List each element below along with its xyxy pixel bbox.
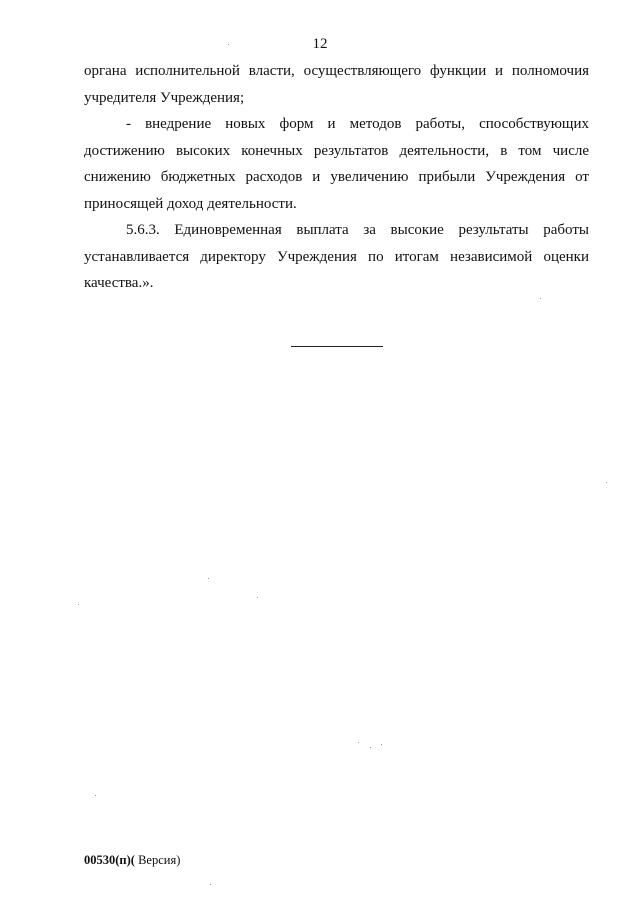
scan-speck <box>257 597 258 598</box>
scan-speck <box>606 482 607 483</box>
scan-speck <box>370 747 371 748</box>
scan-speck <box>540 298 541 299</box>
paragraph-bullet: - внедрение новых форм и методов работы, способствующих достижению высоких конечных результатов деятельности, в том числе снижению бюджетных расходов и увеличению прибыли Учреждения от приносящей доход деятельности. <box>84 116 589 212</box>
scan-speck <box>358 742 359 743</box>
page-number: 12 <box>312 36 328 52</box>
scan-speck <box>95 795 96 796</box>
scan-speck <box>78 604 79 605</box>
scan-speck <box>208 578 209 579</box>
scan-speck <box>228 44 229 45</box>
end-divider-line <box>291 346 383 347</box>
paragraph-clause-5-6-3: 5.6.3. Единовременная выплата за высокие результаты работы устанавливается директору Учреждения по итогам независимой оценки качества.». <box>84 222 589 291</box>
footer-code: 00530(п)( <box>84 853 135 867</box>
scan-speck <box>381 744 382 745</box>
paragraph-continuation: органа исполнительной власти, осуществляющего функции и полномочия учредителя Учреждения; <box>84 63 589 106</box>
footer-version: Версия) <box>134 853 181 867</box>
footer-document-code <box>84 853 180 868</box>
scan-speck <box>210 884 211 885</box>
body-text <box>84 58 589 297</box>
